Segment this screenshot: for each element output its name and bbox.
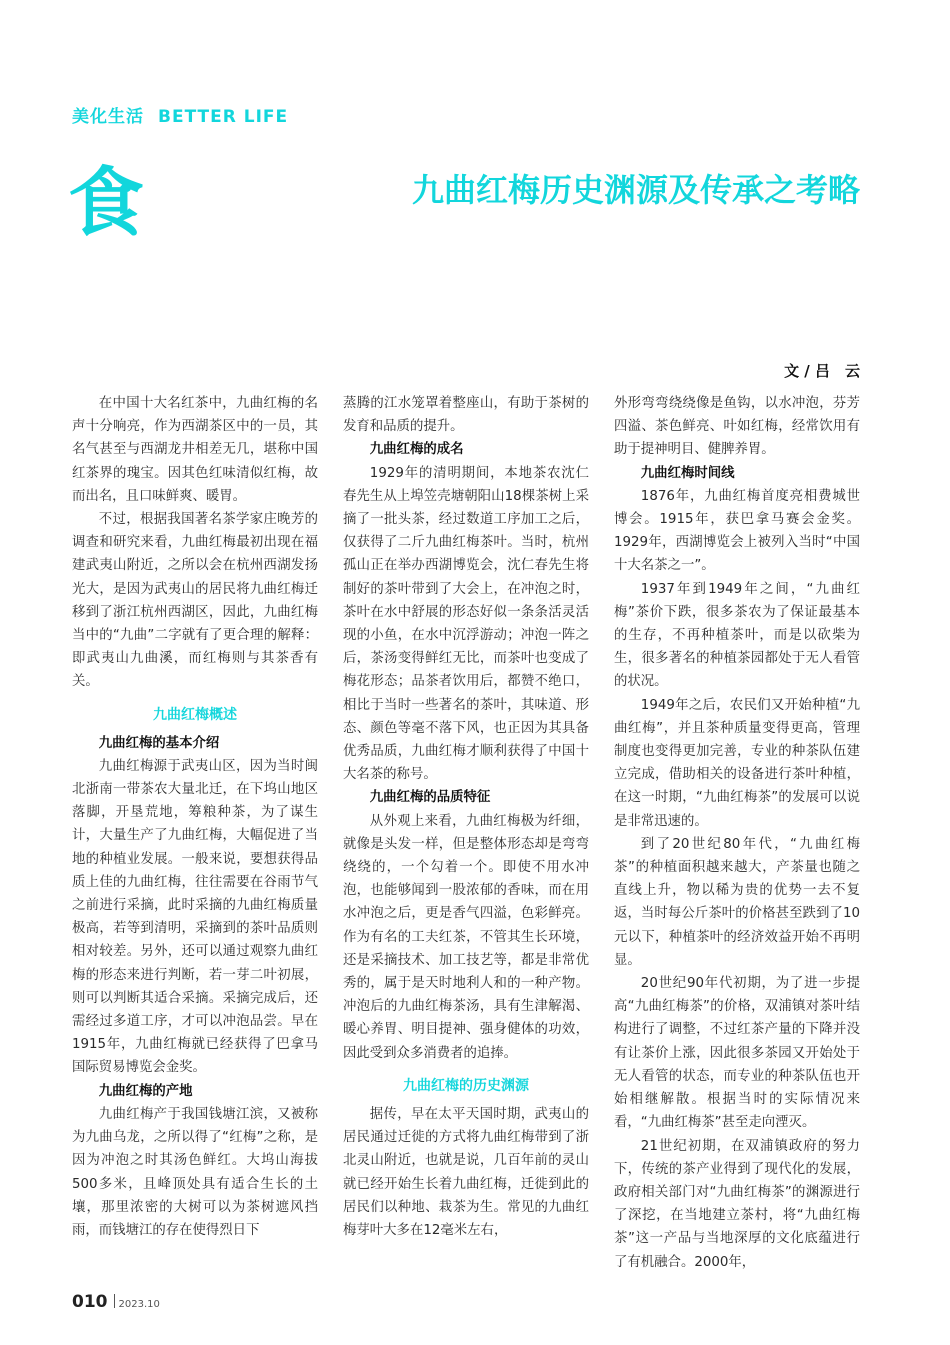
issue-date: 2023.10: [118, 1299, 160, 1310]
paragraph: 1949年之后，农民们又开始种植“九曲红梅”，并且茶种质量变得更高，管理制度也变得更加完善，专业的种茶队伍建立完成，借助相关的设备进行茶叶种植，在这一时期，“九曲红梅茶”的发展可以说是非常迅速的。: [614, 697, 860, 829]
page-footer: [72, 1292, 160, 1312]
paragraph: 1929年的清明期间，本地茶农沈仁春先生从上埠笠壳塘朝阳山18棵茶树上采摘了一批头茶，经过数道工序加工之后，仅获得了二斤九曲红梅茶叶。当时，杭州孤山正在举办西湖博览会，沈仁春先生将制好的茶叶带到了大会上，在冲泡之时，茶叶在水中舒展的形态好似一条条活灵活现的小鱼，在水中沉浮游动；冲泡一阵之后，茶汤变得鲜红无比，而茶叶也变成了梅花形态；品茶者饮用后，都赞不绝口，相比于当时一些著名的茶叶，其味道、形态、颜色等毫不落下风，也正因为其具备优秀品质，九曲红梅才顺利获得了中国十大名茶的称号。: [343, 465, 589, 783]
paragraph: 九曲红梅产于我国钱塘江滨，又被称为九曲乌龙，之所以得了“红梅”之称，是因为冲泡之时其汤色鲜红。大坞山海拔500多米，且峰顶处具有适合生长的土壤，那里浓密的大树可以为茶树遮风挡雨，而钱塘江的存在使得烈日下: [72, 1106, 318, 1238]
subheading: 九曲红梅的成名: [369, 442, 464, 458]
text-column-1: [72, 392, 318, 1242]
paragraph: 20世纪90年代初期，为了进一步提高“九曲红梅茶”的价格，双浦镇对茶叶结构进行了调整，不过红茶产量的下降并没有让茶价上涨，因此很多茶园又开始处于无人看管的状态，而专业的种茶队伍也开始相继解散。根据当时的实际情况来看，“九曲红梅茶”甚至走向湮灭。: [614, 976, 860, 1131]
category-char: 食: [68, 158, 144, 247]
paragraph: 21世纪初期，在双浦镇政府的努力下，传统的茶产业得到了现代化的发展，政府相关部门对“九曲红梅茶”的渊源进行了深挖，在当地建立茶村，将“九曲红梅茶”这一产品与当地深厚的文化底蕴进行了有机融合。2000年，: [614, 1138, 860, 1270]
section-tag: [72, 102, 288, 127]
paragraph: 外形弯弯绕绕像是鱼钩，以水冲泡，芬芳四溢、茶色鲜亮、叶如红梅，经常饮用有助于提神明目、健脾养胃。: [614, 396, 860, 458]
text-column-2: [343, 392, 589, 1242]
section-heading: 九曲红梅的历史渊源: [403, 1077, 529, 1094]
paragraph: 1876年，九曲红梅首度亮相费城世博会。1915年，获巴拿马赛会金奖。1929年，西湖博览会上被列入当时“中国十大名茶之一”。: [614, 488, 860, 574]
text-column-3: [614, 392, 860, 1274]
section-heading: 九曲红梅概述: [153, 706, 237, 723]
page-number: 010: [72, 1292, 108, 1312]
paragraph: 从外观上来看，九曲红梅极为纤细，就像是头发一样，但是整体形态却是弯弯绕绕的，一个勾着一个。即使不用水冲泡，也能够闻到一股浓郁的香味，而在用水冲泡之后，更是香气四溢，色彩鲜亮。作为有名的工夫红茶，不管其生长环境，还是采摘技术、加工技艺等，都是非常优秀的，属于是天时地利人和的一种产物。冲泡后的九曲红梅茶汤，具有生津解渴、暖心养胃、明目提神、强身健体的功效，因此受到众多消费者的追捧。: [343, 813, 589, 1061]
author-byline: 文 / 吕 云: [784, 362, 860, 380]
subheading: 九曲红梅的产地: [98, 1083, 193, 1099]
paragraph: 到了20世纪80年代，“九曲红梅茶”的种植面积越来越大，产茶量也随之直线上升，物以稀为贵的优势一去不复返，当时每公斤茶叶的价格甚至跌到了10元以下，种植茶叶的经济效益开始不再明显。: [614, 836, 860, 968]
article-title: 九曲红梅历史渊源及传承之考略: [411, 171, 860, 209]
section-tag-en: BETTER LIFE: [158, 107, 289, 127]
paragraph: 1937年到1949年之间，“九曲红梅”茶价下跌，很多茶农为了保证最基本的生存，不再种植茶叶，而是以砍柴为生，很多著名的种植茶园都处于无人看管的状况。: [614, 581, 860, 690]
paragraph: 在中国十大名红茶中，九曲红梅的名声十分响亮，作为西湖茶区中的一员，其名气甚至与西湖龙井相差无几，堪称中国红茶界的瑰宝。因其色红味清似红梅，故而出名，且口味鲜爽、暖胃。: [72, 396, 318, 504]
subheading: 九曲红梅时间线: [640, 465, 735, 481]
subheading: 九曲红梅的基本介绍: [98, 735, 220, 751]
paragraph: 不过，根据我国著名茶学家庄晚芳的调查和研究来看，九曲红梅最初出现在福建武夷山附近，之所以会在杭州西湖发扬光大，是因为武夷山的居民将九曲红梅迁移到了浙江杭州西湖区，因此，九曲红梅当中的“九曲”二字就有了更合理的解释：即武夷山九曲溪，而红梅则与其茶香有关。: [72, 512, 318, 690]
paragraph: 九曲红梅源于武夷山区，因为当时闽北浙南一带茶农大量北迁，在下坞山地区落脚，开垦荒地，筹粮种茶，为了谋生计，大量生产了九曲红梅，大幅促进了当地的种植业发展。一般来说，要想获得品质上佳的九曲红梅，往往需要在谷雨节气之前进行采摘，此时采摘的九曲红梅质量极高，若等到清明，采摘到的茶叶品质则相对较差。另外，还可以通过观察九曲红梅的形态来进行判断，若一芽二叶初展，则可以判断其适合采摘。采摘完成后，还需经过多道工序，才可以冲泡品尝。早在1915年，九曲红梅就已经获得了巴拿马国际贸易博览会金奖。: [72, 758, 318, 1076]
footer-divider: [114, 1294, 115, 1308]
section-tag-cn: 美化生活: [72, 107, 144, 127]
subheading: 九曲红梅的品质特征: [369, 790, 491, 806]
paragraph: 据传，早在太平天国时期，武夷山的居民通过迁徙的方式将九曲红梅带到了浙北灵山附近，也就是说，几百年前的灵山就已经开始生长着九曲红梅，迁徙到此的居民们以种地、栽茶为生。常见的九曲红梅芽叶大多在12毫米左右，: [343, 1106, 589, 1238]
paragraph: 蒸腾的江水笼罩着整座山，有助于茶树的发育和品质的提升。: [343, 396, 589, 435]
